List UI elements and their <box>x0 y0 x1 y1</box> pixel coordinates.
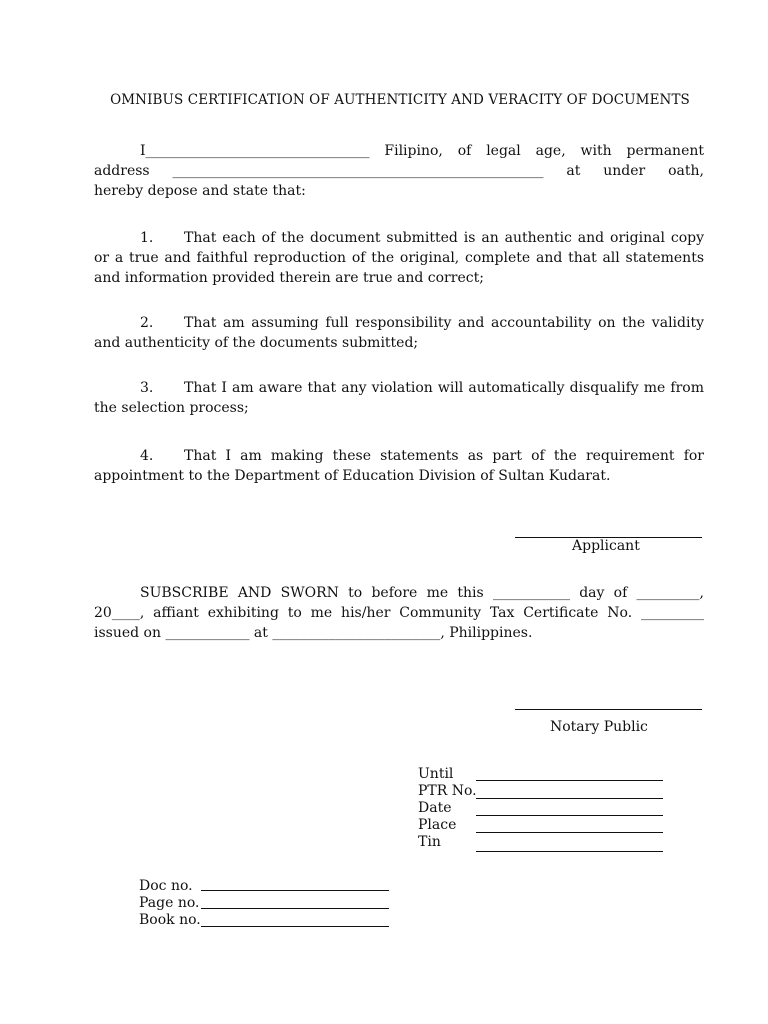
subscribe-line-2: 20____, affiant exhibiting to me his/her Community Tax Certificate No. _________ <box>94 605 704 621</box>
field-doc-no-line[interactable] <box>201 890 389 891</box>
item-2 <box>94 313 704 353</box>
field-doc-no-label: Doc no. <box>139 878 193 894</box>
item-number: 2. <box>140 315 154 331</box>
applicant-label: Applicant <box>572 538 640 554</box>
subscribe-paragraph <box>94 583 704 643</box>
field-place-label: Place <box>418 817 457 833</box>
field-page-no-label: Page no. <box>139 895 200 911</box>
field-page-no-line[interactable] <box>201 908 389 909</box>
item-number: 3. <box>140 380 154 396</box>
field-tin-line[interactable] <box>476 851 663 852</box>
field-place-line[interactable] <box>476 832 663 833</box>
item-4 <box>94 446 704 486</box>
intro-line-2: address _____________________________________________________ at under oath, <box>94 163 704 179</box>
item-text: That I am making these statements as part of the requirement for appointment to the Department of Education Division of Sultan Kudarat. <box>94 448 704 484</box>
document-title: OMNIBUS CERTIFICATION OF AUTHENTICITY AND VERACITY OF DOCUMENTS <box>110 92 690 108</box>
subscribe-line-3: issued on ____________ at ________________________, Philippines. <box>94 625 533 641</box>
item-number: 1. <box>140 230 154 246</box>
notary-label: Notary Public <box>550 719 648 735</box>
subscribe-line-1: SUBSCRIBE AND SWORN to before me this ___________ day of _________, <box>140 585 704 601</box>
item-1 <box>94 228 704 288</box>
field-ptr-label: PTR No. <box>418 783 477 799</box>
item-text: That each of the document submitted is an authentic and original copy or a true and faithful reproduction of the original, complete and that all statements and information provided therein are true and correct; <box>94 230 704 286</box>
field-until-label: Until <box>418 766 454 782</box>
intro-line-3: hereby depose and state that: <box>94 183 306 199</box>
field-book-no-label: Book no. <box>139 912 201 928</box>
field-date-line[interactable] <box>476 815 663 816</box>
item-3 <box>94 378 704 418</box>
notary-signature-line <box>515 709 702 710</box>
intro-line-1: I________________________________ Filipino, of legal age, with permanent <box>140 143 704 159</box>
field-ptr-line[interactable] <box>476 798 663 799</box>
field-tin-label: Tin <box>418 834 441 850</box>
field-until-line[interactable] <box>476 780 663 781</box>
item-text: That I am aware that any violation will automatically disqualify me from the selection process; <box>94 380 704 416</box>
intro-paragraph <box>94 141 704 201</box>
field-book-no-line[interactable] <box>201 926 389 927</box>
item-text: That am assuming full responsibility and accountability on the validity and authenticity of the documents submitted; <box>94 315 704 351</box>
field-date-label: Date <box>418 800 452 816</box>
item-number: 4. <box>140 448 154 464</box>
